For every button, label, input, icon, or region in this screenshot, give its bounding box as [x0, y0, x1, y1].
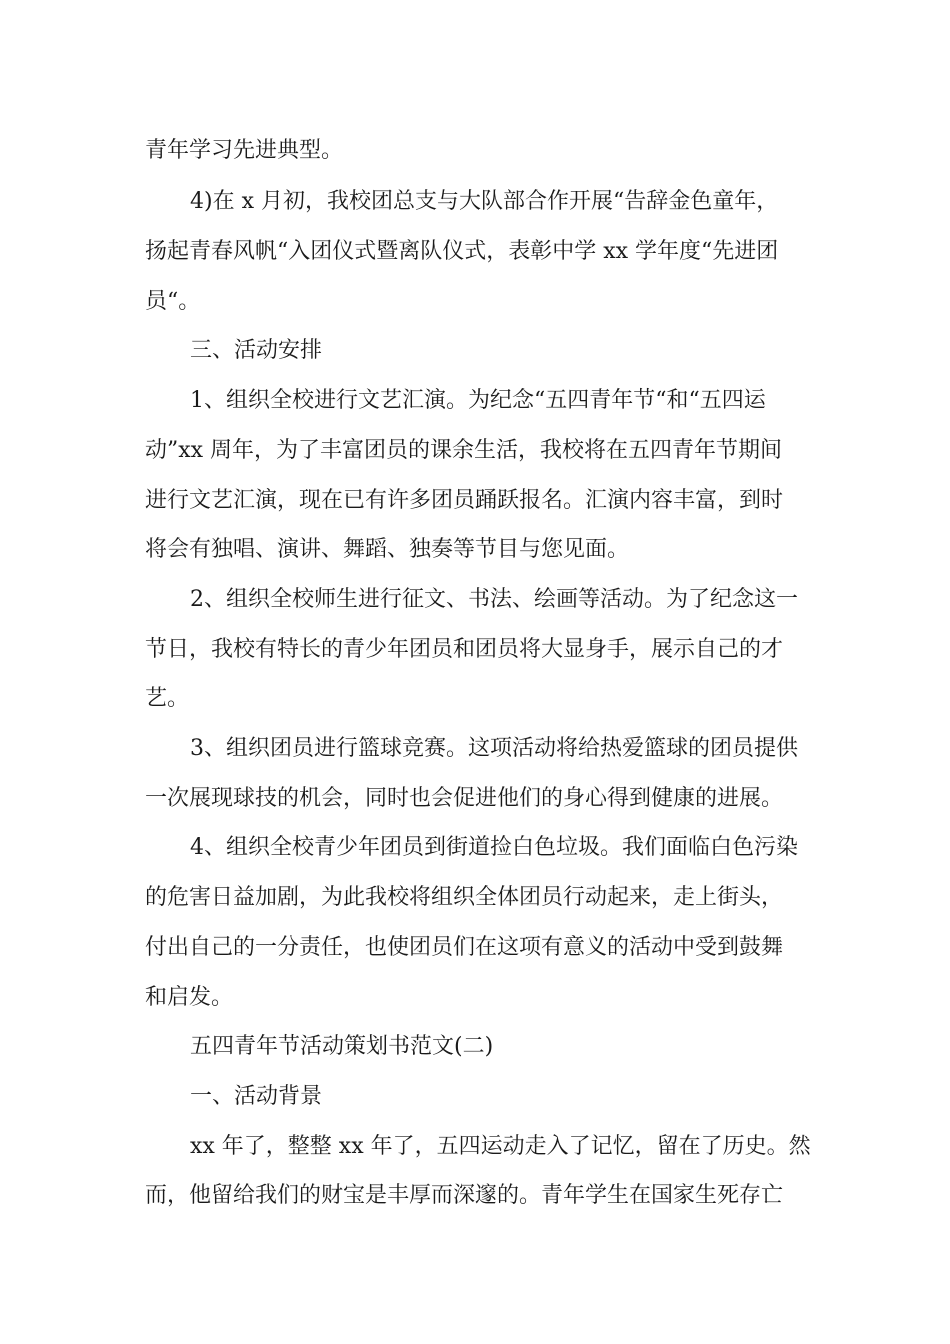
text-line: 艺。 — [145, 686, 190, 711]
section-heading: 三、活动安排 — [190, 338, 323, 363]
text-line: 3、组织团员进行篮球竞赛。这项活动将给热爱篮球的团员提供 — [190, 736, 798, 761]
text-line: 4、组织全校青少年团员到街道捡白色垃圾。我们面临白色污染 — [190, 835, 798, 860]
text-line: 4)在 x 月初，我校团总支与大队部合作开展“告辞金色童年， — [190, 189, 779, 214]
text-line: 进行文艺汇演，现在已有许多团员踊跃报名。汇演内容丰富，到时 — [145, 488, 784, 513]
text-line: 一次展现球技的机会，同时也会促进他们的身心得到健康的进展。 — [145, 786, 784, 811]
text-line: 付出自己的一分责任，也使团员们在这项有意义的活动中受到鼓舞 — [145, 935, 784, 960]
text-line: 动”xx 周年，为了丰富团员的课余生活，我校将在五四青年节期间 — [145, 438, 783, 463]
text-line: 青年学习先进典型。 — [145, 138, 344, 163]
text-line: 员“。 — [145, 289, 201, 314]
section-heading: 一、活动背景 — [190, 1084, 323, 1109]
text-line: 2、组织全校师生进行征文、书法、绘画等活动。为了纪念这一 — [190, 587, 798, 612]
text-line: 扬起青春风帆“入团仪式暨离队仪式，表彰中学 xx 学年度“先进团 — [145, 239, 779, 264]
text-line: 节日，我校有特长的青少年团员和团员将大显身手，展示自己的才 — [145, 637, 784, 662]
text-line: 将会有独唱、演讲、舞蹈、独奏等节目与您见面。 — [145, 537, 630, 562]
text-line: 而，他留给我们的财宝是丰厚而深邃的。青年学生在国家生死存亡 — [145, 1183, 784, 1208]
text-line: 1、组织全校进行文艺汇演。为纪念“五四青年节“和“五四运 — [190, 388, 766, 413]
document-subtitle: 五四青年节活动策划书范文(二) — [190, 1034, 494, 1059]
text-line: 的危害日益加剧，为此我校将组织全体团员行动起来，走上街头， — [145, 885, 784, 910]
text-line: xx 年了，整整 xx 年了，五四运动走入了记忆，留在了历史。然 — [190, 1134, 811, 1159]
text-line: 和启发。 — [145, 985, 234, 1010]
